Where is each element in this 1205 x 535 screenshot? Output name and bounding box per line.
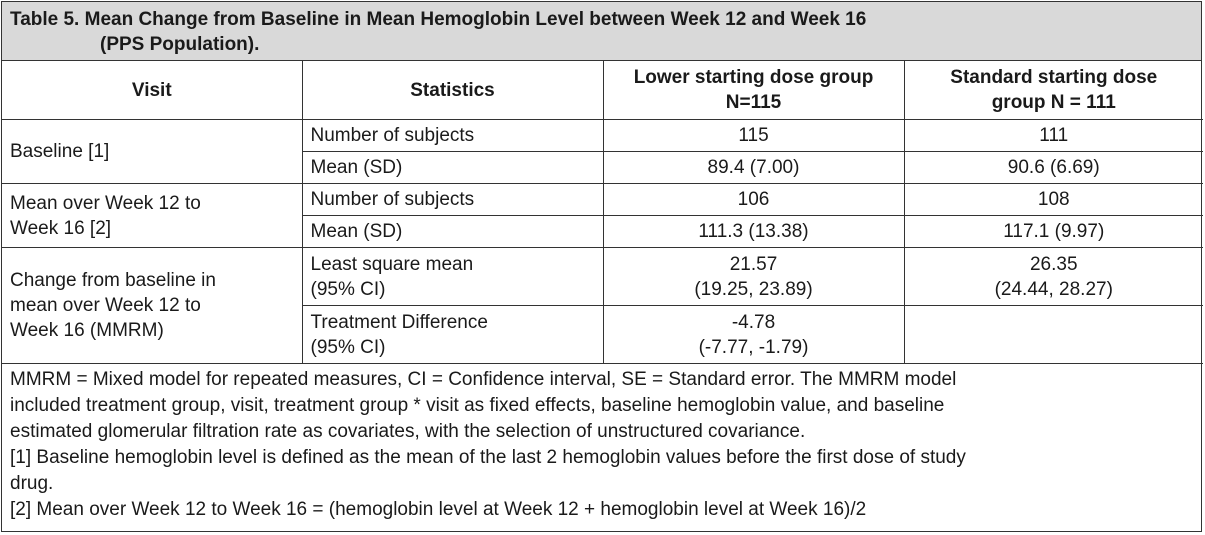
visit-week12-16	[2, 184, 302, 248]
header-lower-line1: Lower starting dose group	[633, 67, 874, 88]
table-row	[2, 248, 1203, 306]
cell-standard: 111	[904, 120, 1203, 152]
stat-label	[302, 306, 603, 364]
footnote-line: MMRM = Mixed model for repeated measures, CI = Confidence interval, SE = Standard error. The MMRM model	[10, 369, 957, 390]
value-line: (19.25, 23.89)	[694, 278, 813, 300]
cell-standard: 108	[904, 184, 1203, 216]
footnote-line: included treatment group, visit, treatment group * visit as fixed effects, baseline hemoglobin value, and baseline	[10, 395, 945, 416]
footnote-line: estimated glomerular filtration rate as covariates, with the selection of unstructured covariance.	[10, 421, 806, 442]
value-line: 21.57	[729, 253, 778, 275]
table-title	[2, 2, 1201, 61]
stat-label: Number of subjects	[302, 120, 603, 152]
cell-lower	[603, 248, 904, 306]
value-line: -4.78	[731, 311, 776, 333]
cell-lower: 89.4 (7.00)	[603, 152, 904, 184]
cell-lower: 115	[603, 120, 904, 152]
stat-label-line: Treatment Difference	[310, 311, 488, 333]
header-lower-line2: N=115	[725, 92, 782, 113]
visit-change	[2, 248, 302, 364]
cell-lower	[603, 306, 904, 364]
header-statistics: Statistics	[302, 61, 603, 120]
visit-line: Week 16 [2]	[10, 217, 112, 239]
stat-label: Mean (SD)	[302, 216, 603, 248]
footnote-line: drug.	[10, 473, 54, 494]
header-visit: Visit	[2, 61, 302, 120]
stat-label-line: (95% CI)	[310, 336, 386, 358]
cell-standard	[904, 306, 1203, 364]
header-lower-dose	[603, 61, 904, 120]
footnote-1	[10, 445, 1193, 497]
title-line-1: Table 5. Mean Change from Baseline in Mean Hemoglobin Level between Week 12 and Week 16	[10, 9, 867, 30]
cell-standard: 90.6 (6.69)	[904, 152, 1203, 184]
footnote-2: [2] Mean over Week 12 to Week 16 = (hemoglobin level at Week 12 + hemoglobin level at Week 16)/2	[10, 499, 867, 520]
table-container	[1, 1, 1202, 532]
footnotes	[2, 364, 1201, 523]
table-row	[2, 120, 1203, 152]
value-line: (-7.77, -1.79)	[698, 336, 809, 358]
header-standard-line1: Standard starting dose	[950, 67, 1158, 88]
visit-line: Mean over Week 12 to	[10, 192, 201, 214]
stat-label: Mean (SD)	[302, 152, 603, 184]
title-line-2: (PPS Population).	[100, 34, 260, 55]
stat-label: Number of subjects	[302, 184, 603, 216]
header-standard-dose	[904, 61, 1203, 120]
table-row	[2, 184, 1203, 216]
footnote-abbreviations	[10, 367, 1193, 445]
header-row	[2, 61, 1203, 120]
visit-line: Change from baseline in	[10, 270, 216, 291]
cell-lower: 111.3 (13.38)	[603, 216, 904, 248]
cell-standard	[904, 248, 1203, 306]
results-table	[2, 61, 1203, 364]
stat-label	[302, 248, 603, 306]
visit-baseline: Baseline [1]	[2, 120, 302, 184]
header-standard-line2: group N = 111	[991, 92, 1116, 113]
cell-standard: 117.1 (9.97)	[904, 216, 1203, 248]
stat-label-line: (95% CI)	[310, 278, 386, 300]
value-line: (24.44, 28.27)	[994, 278, 1113, 300]
value-line: 26.35	[1029, 253, 1078, 275]
visit-line: mean over Week 12 to	[10, 295, 201, 316]
cell-lower: 106	[603, 184, 904, 216]
footnote-line: [1] Baseline hemoglobin level is defined as the mean of the last 2 hemoglobin values before the first dose of study	[10, 447, 966, 468]
stat-label-line: Least square mean	[310, 253, 474, 275]
visit-line: Week 16 (MMRM)	[10, 320, 164, 341]
